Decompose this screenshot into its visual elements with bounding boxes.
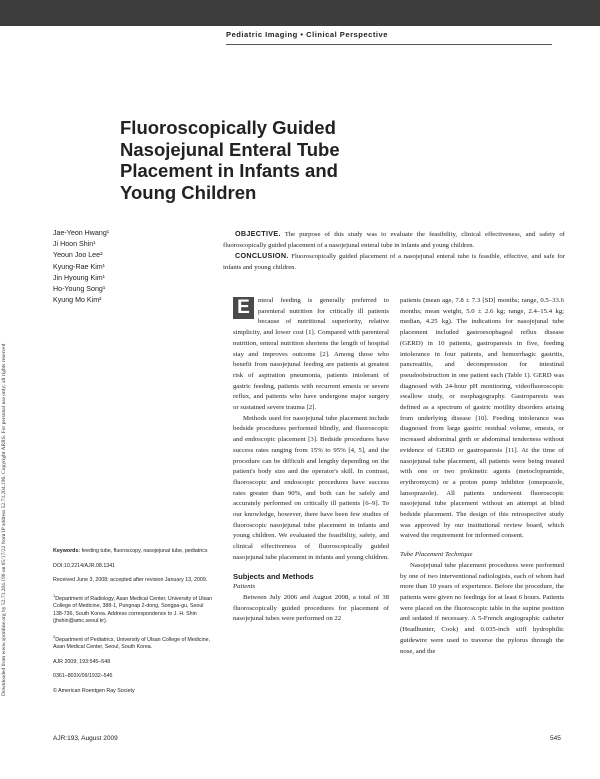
abstract-objective (223, 229, 565, 251)
body-paragraph: Between July 2006 and August 2008, a total of 38 fluoroscopically guided procedures for placement of nasojejunal tubes were performed on 22 (233, 593, 389, 623)
author: Jin Hyoung Kim¹ (53, 273, 106, 282)
body-paragraph: Methods used for nasojejunal tube placement include bedside procedures performed blindly, and fluoroscopic and endoscopic placement [3]. Bedside procedures have success rates ranging from 15% to 95% [4, 5], and the procedure can be difficult and lengthy depending on the patient's body size and the operator's skill. In contrast, fluoroscopic and endoscopic procedures have success rates greater than 90%, and both can be safely and accurately performed on critically ill patients [6–9]. To our knowledge, however, there have been few studies of fluoroscopic nasojejunal tube placement in infants and young children. We evaluated the feasibility, safety, and clinical effectiveness of fluoroscopically guided nasojejunal tube placement in infants and young children. (233, 414, 389, 561)
download-notice: Downloaded from www.ajronline.org by 52.73.204.196 on 05/17/22 from IP address 52.73.204.196. Copyright ARRS. For personal use only; all rights reserved (1, 343, 7, 696)
conclusion-label: CONCLUSION. (235, 251, 289, 261)
subsection-heading: Tube Placement Technique (400, 551, 473, 559)
affiliation-2-text: Department of Pediatrics, University of Ulsan College of Medicine, Asan Medical Center, Seoul, South Korea. (53, 636, 211, 651)
author: Ji Hoon Shin¹ (53, 240, 96, 249)
objective-label: OBJECTIVE. (235, 229, 281, 238)
body-paragraph: patients (mean age, 7.8 ± 7.3 [SD] months; range, 0.5–33.6 months; mean weight, 5.0 ± 2.6 kg; range, 2.4–15.4 kg; median, 4.25 kg). The indications for nasojejunal tube placement included gastroesophageal reflux disease (GERD) in 10 patients, gastroparesis in five, feeding intolerance in four patients, and hemorrhagic gastritis, pancreatitis, and decompression for intestinal pseudoobstruction in one patient each (Table 1). GERD was diagnosed with 24-hour pH monitoring, videofluoroscopic swallow study, or esophagography. Gastroparesis was defined as a spectrum of gastric motility disorders arising from underlying disease [10]. Feeding intolerance was diagnosed from large gastric residual volume, emesis, or increased abdominal girth or abdominal tenderness without evidence of GERD or gastroparesis [11]. At the time of nasojejunal tube placement, all patients were being treated with one or two prokinetic agents (metoclopramide, erythromycin) or a proton pump inhibitor (omeprazole, lansoprazole). All patients underwent fluoroscopic nasojejunal tube placement without an attempt at blind bedside placement. The design of this retrospective study was approved by our institutional review board, which waived the requirement for informed consent. (400, 297, 564, 540)
copyright: © American Roentgen Ray Society (53, 688, 135, 695)
keywords-label: Keywords: (53, 548, 81, 554)
abstract-conclusion (223, 251, 565, 273)
header-rule (226, 44, 552, 45)
intro-text: nteral feeding is generally preferred to parenteral nutrition for critically ill patients because of nutritional superiority, relative simplicity, and lower cost [1]. Compared with parenteral nutrition, enteral nutrition shortens the length of hospital stay and improves outcome [2]. Among those who benefit from nasojejunal feeding are patients at greatest risk of aspiration pneumonia, patients intolerant of gastric feeding, patients with recurrent emesis or severe reflux, and patients who have undergone major surgery or sustained severe trauma [2]. (233, 297, 389, 412)
affiliation-1: $^1$Department of Radiology, Asan Medical Center, University of Ulsan College of Medicine, 388-1, Pungnap 2-dong, Songpa-gu, Seoul 138-736, South Korea. Address correspondence to J. H. Shin (jhshin@amc.seoul.kr). (53, 592, 213, 625)
issn: 0361–803X/09/1932–545 (53, 673, 113, 680)
body-paragraph: Nasojejunal tube placement procedures were performed by one of two interventional radiologists, each of whom had more than 10 years of experience. Before the procedure, the patients were given no feedings for at least 6 hours. Patients were placed on the fluoroscopic table in the supine position and sedated if necessary. A 5-French angiographic catheter (Headhunter, Cook) and 0.035-inch stiff hydrophilic guidewire were used to traverse the pylorus through the nose, and the (400, 561, 564, 655)
section-header: Pediatric Imaging • Clinical Perspective (226, 30, 388, 39)
affiliation-2: $^2$Department of Pediatrics, University of Ulsan College of Medicine, Asan Medical Center, Seoul, South Korea. (53, 633, 211, 651)
abstract (223, 229, 565, 274)
received-dates: Received June 3, 2008; accepted after revision January 13, 2009. (53, 577, 208, 584)
author: Kyung Mo Kim² (53, 296, 102, 305)
subsection-heading: Patients (233, 583, 256, 591)
author: Kyung-Rae Kim¹ (53, 262, 106, 271)
author: Ho-Young Song¹ (53, 285, 106, 294)
header-bar (0, 0, 600, 26)
doi: DOI:10.2214/AJR.08.1341 (53, 562, 116, 569)
affiliation-1-text: Department of Radiology, Asan Medical Center, University of Ulsan College of Medicine, 388-1, Pungnap 2-dong, Songpa-gu, Seoul 138-736, South Korea. Address correspondence to J. H. Shin (jhshin@amc.seoul.kr). (53, 595, 213, 625)
objective-text: The purpose of this study was to evaluate the feasibility, clinical effectiveness, and safety of fluoroscopically guided placement of a nasojejunal enteral tube in infants and young children. (223, 231, 565, 249)
citation: AJR 2009; 193:545–548 (53, 658, 111, 665)
article-title: Fluoroscopically Guided Nasojejunal Enteral Tube Placement in Infants and Young Children (120, 117, 340, 203)
keywords (53, 548, 215, 556)
section-heading: Subjects and Methods (233, 571, 314, 581)
author: Jae-Yeon Hwang¹ (53, 229, 110, 237)
keywords-text: feeding tube, fluoroscopy, nasojejunal tube, pediatrics (81, 548, 208, 554)
intro-paragraph (233, 296, 389, 414)
footer-journal: AJR:193, August 2009 (53, 735, 118, 742)
author: Yeoun Joo Lee² (53, 251, 103, 260)
article-metadata (53, 548, 215, 703)
page-number: 545 (550, 735, 561, 742)
author-list (53, 228, 213, 306)
body-column-2 (400, 296, 564, 657)
conclusion-text: Fluoroscopically guided placement of a nasojejunal enteral tube is feasible, effective, and safe for infants and young children. (223, 253, 565, 272)
body-column-1 (233, 296, 389, 625)
drop-cap: E (233, 297, 254, 319)
